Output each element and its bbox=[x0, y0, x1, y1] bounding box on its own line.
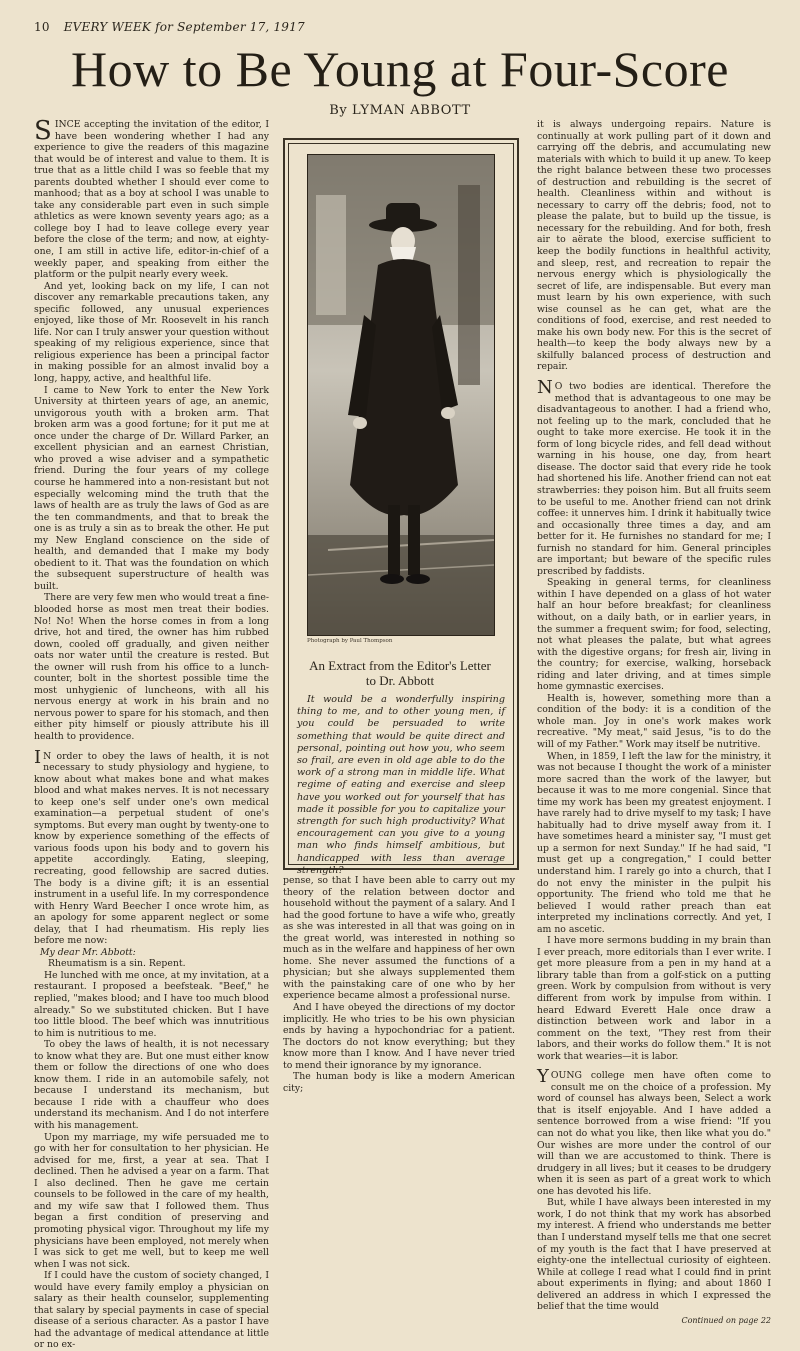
portrait-photo bbox=[307, 154, 495, 636]
paragraph: If I could have the custom of society changed, I would have every family employ a physician on salary as their health counselor, supplementing that salary by special payments in case of special disease of a serious character. As a pastor I have had the advantage of medical attendance at little or no ex- bbox=[34, 1270, 269, 1351]
paragraph: Upon my marriage, my wife persuaded me to go with her for consultation to her physician. He advised for me, first, a year at sea. That I declined. Then he advised a year on a farm. That I also declined. Then he gave me certain counsels to be followed in the care of my health, and my wife saw that I followed them. Thus began a first condition of preserving and promoting physical vigor. Throughout my life my physicians have been employed, not merely when I was sick to get me well, but to keep me well when I was not sick. bbox=[34, 1131, 269, 1270]
paragraph: Health is, however, something more than a condition of the body: it is a condition of the whole man. Joy in one's work makes work recreative. "My meat," said Jesus, "is to do the will of my Father." Work may itself be nutritive. bbox=[537, 692, 771, 750]
paragraph: When, in 1859, I left the law for the ministry, it was not because I thought the work of a minister more sacred than the work of the lawyer, but because it was to me more congenial. Since that time my work has been my greatest enjoyment. I have rarely had to drive myself to my task; I have habitually had to drive myself away from it. I have sometimes heard a minister say, "I must get up a sermon for next Sunday." If he had said, "I must get up a congregation," I could better understand him. I rarely go into a church, that I do not envy the minister in the pulpit his opportunity. The friend who told me that he believed I would rather preach than eat interpreted my inclinations correctly. And yet, I am no ascetic. bbox=[537, 750, 771, 935]
article-title: How to Be Young at Four-Score bbox=[71, 41, 729, 97]
paragraph: And yet, looking back on my life, I can not discover any remarkable precautions taken, any specific followed, any unusual experiences enjoyed, like those of Mr. Roosevelt in his ranch life. Nor can I truly answer your question without speaking of my religious experience, since that religious experience has been a principal factor in making possible for an almost invalid boy a long, happy, active, and healthful life. bbox=[34, 280, 269, 385]
paragraph: pense, so that I have been able to carry out my theory of the relation between doctor and household without the payment of a salary. And I had the good fortune to have a wife who, greatly as she was interested in all that was going on in the great world, was interested in nothing so much as in the welfare and happiness of her own home. She never assumed the functions of a physician; but she always supplemented them with the painstaking care of one who by her experience became almost a professional nurse. bbox=[283, 875, 515, 1002]
column-left bbox=[34, 116, 269, 1351]
paragraph: He lunched with me once, at my invitation, at a restaurant. I proposed a beefsteak. "Beef," he replied, "makes blood; and I have too much blood already." So we substituted chicken. But I have too little blood. The beef which was innutritious to him is nutritious to me. bbox=[34, 969, 269, 1039]
paragraph: The human body is like a modern American city; bbox=[283, 1071, 515, 1094]
photo-credit: Photograph by Paul Thompson bbox=[307, 638, 393, 644]
page-number: 10 bbox=[34, 20, 50, 34]
paragraph: I N order to obey the laws of health, it is not necessary to study physiology and hygiene, to know about what makes bone and what makes blood and what makes nerves. It is not necessary to keep one's self under one's own medical examination—a perpetual student of one's symptoms. But every man ought by twenty-one to know by experience something of the effects of various foods upon his body and to govern his appetite accordingly. Eating, sleeping, recreating, good fellowship are sacred duties. The body is a divine gift; it is an essential instrument in a useful life. In my correspondence with Henry Ward Beecher I once wrote him, as an apology for some apparent neglect or some delay, that I had rheumatism. His reply lies before me now: bbox=[34, 746, 269, 947]
column-right bbox=[537, 119, 771, 1325]
running-head bbox=[34, 20, 774, 38]
photo-frame bbox=[283, 138, 519, 876]
paragraph: N O two bodies are identical. Therefore the method that is advantageous to one may be disadvantageous to another. I had a friend who, not feeling up to the mark, concluded that he ought to take more exercise. He took it in the form of long bicycle rides, and fell dead without warning in his house, one day, from heart disease. The doctor said that every ride he took had shortened his life. Another friend can not eat strawberries: they poison him. But all fruits seem to be useful to me. Another friend can not drink coffee: it unnerves him. I drink it habitually twice and occasionally three times a day, and am better for it. He furnishes no standard for me; I furnish no standard for him. General principles are important; but beware of the specific rules prescribed by faddists. bbox=[537, 377, 771, 577]
drop-cap: S bbox=[34, 116, 52, 146]
letter-salutation: My dear Mr. Abbott: bbox=[40, 946, 136, 958]
paragraph: And I have obeyed the directions of my doctor implicitly. He who tries to be his own physician ends by having a hypochondriac for a patient. The doctors do not know everything; but they know more than I know. And I have never tried to mend their ignorance by my ignorance. bbox=[283, 1002, 515, 1071]
drop-cap: Y bbox=[537, 1066, 549, 1088]
paragraph: YOUNG college men have often come to consult me on the choice of a profession. My word of counsel has always been, Select a work that is itself enjoyable. And I have added a sentence borrowed from a wise friend: "If you can not do what you like, then like what you do." Our wishes are more under the control of our will than we are accustomed to think. There is drudgery in all lives; but it ceases to be drudgery when it is seen as part of a great work to which one has devoted his life. bbox=[537, 1066, 771, 1197]
extract-body: It would be a wonderfully inspiring thing to me, and to other young men, if you could be persuaded to write something that would be quite direct and personal, pointing out how you, who seem so frail, are even in old age able to do the work of a strong man in middle life. What regime of eating and exercise and sleep have you worked out for yourself that has made it possible for you to capitalize your strength for such high productivity? What encouragement can you give to a young man who finds himself ambitious, but handicapped with less than average strength? bbox=[297, 694, 505, 876]
paragraph: it is always undergoing repairs. Nature is continually at work pulling part of it down and carrying off the debris, and accumulating new materials with which to build it up anew. To keep the right balance between these two processes of destruction and rebuilding is the secret of health. Cleanliness within and without is necessary to carry off the debris; food, not to please the palate, but to build up the tissue, is necessary for the rebuilding. And for both, fresh air to aërate the blood, exercise sufficient to keep the bodily functions in healthful activity, and sleep, rest, and recreation to repair the nervous energy which is physiologically the secret of life, are indispensable. But every man must learn by his own experience, with such wise counsel as he can get, what are the conditions of food, exercise, and rest needed to make his own body new. For this is the secret of health—to keep the body always new by a skilfully balanced process of destruction and repair. bbox=[537, 119, 771, 373]
column-middle bbox=[283, 875, 515, 1095]
drop-cap: N bbox=[537, 377, 553, 399]
paragraph: To obey the laws of health, it is not necessary to know what they are. But one must either know them or follow the directions of one who does know them. I ride in an automobile safely, not because I understand its mechanism, but because I ride with a chauffeur who does understand its mechanism. And I do not interfere with his management. bbox=[34, 1039, 269, 1132]
paragraph: I came to New York to enter the New York University at thirteen years of age, an anemic, unvigorous youth with a broken arm. That broken arm was a good fortune; for it put me at once under the charge of Dr. Willard Parker, an excellent physician and an earnest Christian, who proved a wise adviser and a sympathetic friend. During the four years of my college course he hammered into a non-resistant but not especially welcoming mind the truth that the laws of health are as truly the laws of God as are the ten commandments, and that to break the one is as truly a sin as to break the other. He put my New England conscience on the side of health, and demanded that I make my body obedient to it. That was the foundation on which the subsequent superstructure of health was built. bbox=[34, 384, 269, 592]
paragraph: I have more sermons budding in my brain than I ever preach, more editorials than I ever write. I get more pleasure from a pen in my hand at a library table than from a golf-stick on a putting green. Work by compulsion from without is very different from work by impulse from within. I heard Edward Everett Hale once draw a distinction between work and labor in a comment on the text, "They rest from their labors, and their works do follow them." It is not work that wearies—it is labor. bbox=[537, 935, 771, 1062]
paragraph: There are very few men who would treat a fine-blooded horse as most men treat their bodies. No! No! When the horse comes in from a long drive, hot and tired, the owner has him rubbed down, cooled off gradually, and given neither oats nor water until the creature is rested. But the owner will rush from his office to a lunch-counter, bolt in the shortest possible time the most unhygienic of luncheons, with all his nervous energy at work in his brain and no nervous power to spare for his stomach, and then either pity himself or piously attribute his ill health to providence. bbox=[34, 592, 269, 742]
paragraph: SINCE accepting the invitation of the editor, I have been wondering whether I had any experience to give the readers of this magazine that would be of interest and value to them. It is true that as a little child I was so feeble that my parents doubted whether I should ever come to manhood; that as a boy at school I was unable to take any considerable part even in such simple athletics as were known seventy years ago; as a college boy I had to leave college every year before the close of the term; and now, at eighty-one, I am still in active life, editor-in-chief of a weekly paper, and speaking from either the platform or the pulpit nearly every week. bbox=[34, 116, 269, 281]
running-title: EVERY WEEK for September 17, 1917 bbox=[63, 20, 305, 34]
paragraph: But, while I have always been interested in my work, I do not think that my work has absorbed my interest. A friend who understands me better than I understand myself tells me that one secret of my youth is the fact that I have preserved at eighty-one the intellectual curiosity of eighteen. While at college I read what I could find in print about experiments in flying; and about 1860 I delivered an address in which I expressed the belief that the time would bbox=[537, 1197, 771, 1313]
extract-title: An Extract from the Editor's Letter to Dr. Abbott bbox=[309, 658, 491, 688]
letter-body: Rheumatism is a sin. Repent. bbox=[48, 958, 186, 970]
drop-cap: I bbox=[34, 746, 42, 768]
continued-note: Continued on page 22 bbox=[681, 1315, 771, 1325]
byline: By LYMAN ABBOTT bbox=[329, 103, 471, 118]
paragraph: Speaking in general terms, for cleanliness within I have depended on a glass of hot water half an hour before breakfast; for cleanliness without, on a daily bath, or in earlier years, in the summer a frequent swim; for food, selecting, not what pleases the palate, but what agrees with the digestive organs; for fresh air, living in the country; for exercise, walking, horseback riding and later driving, and at times simple home gymnastic exercises. bbox=[537, 577, 771, 693]
